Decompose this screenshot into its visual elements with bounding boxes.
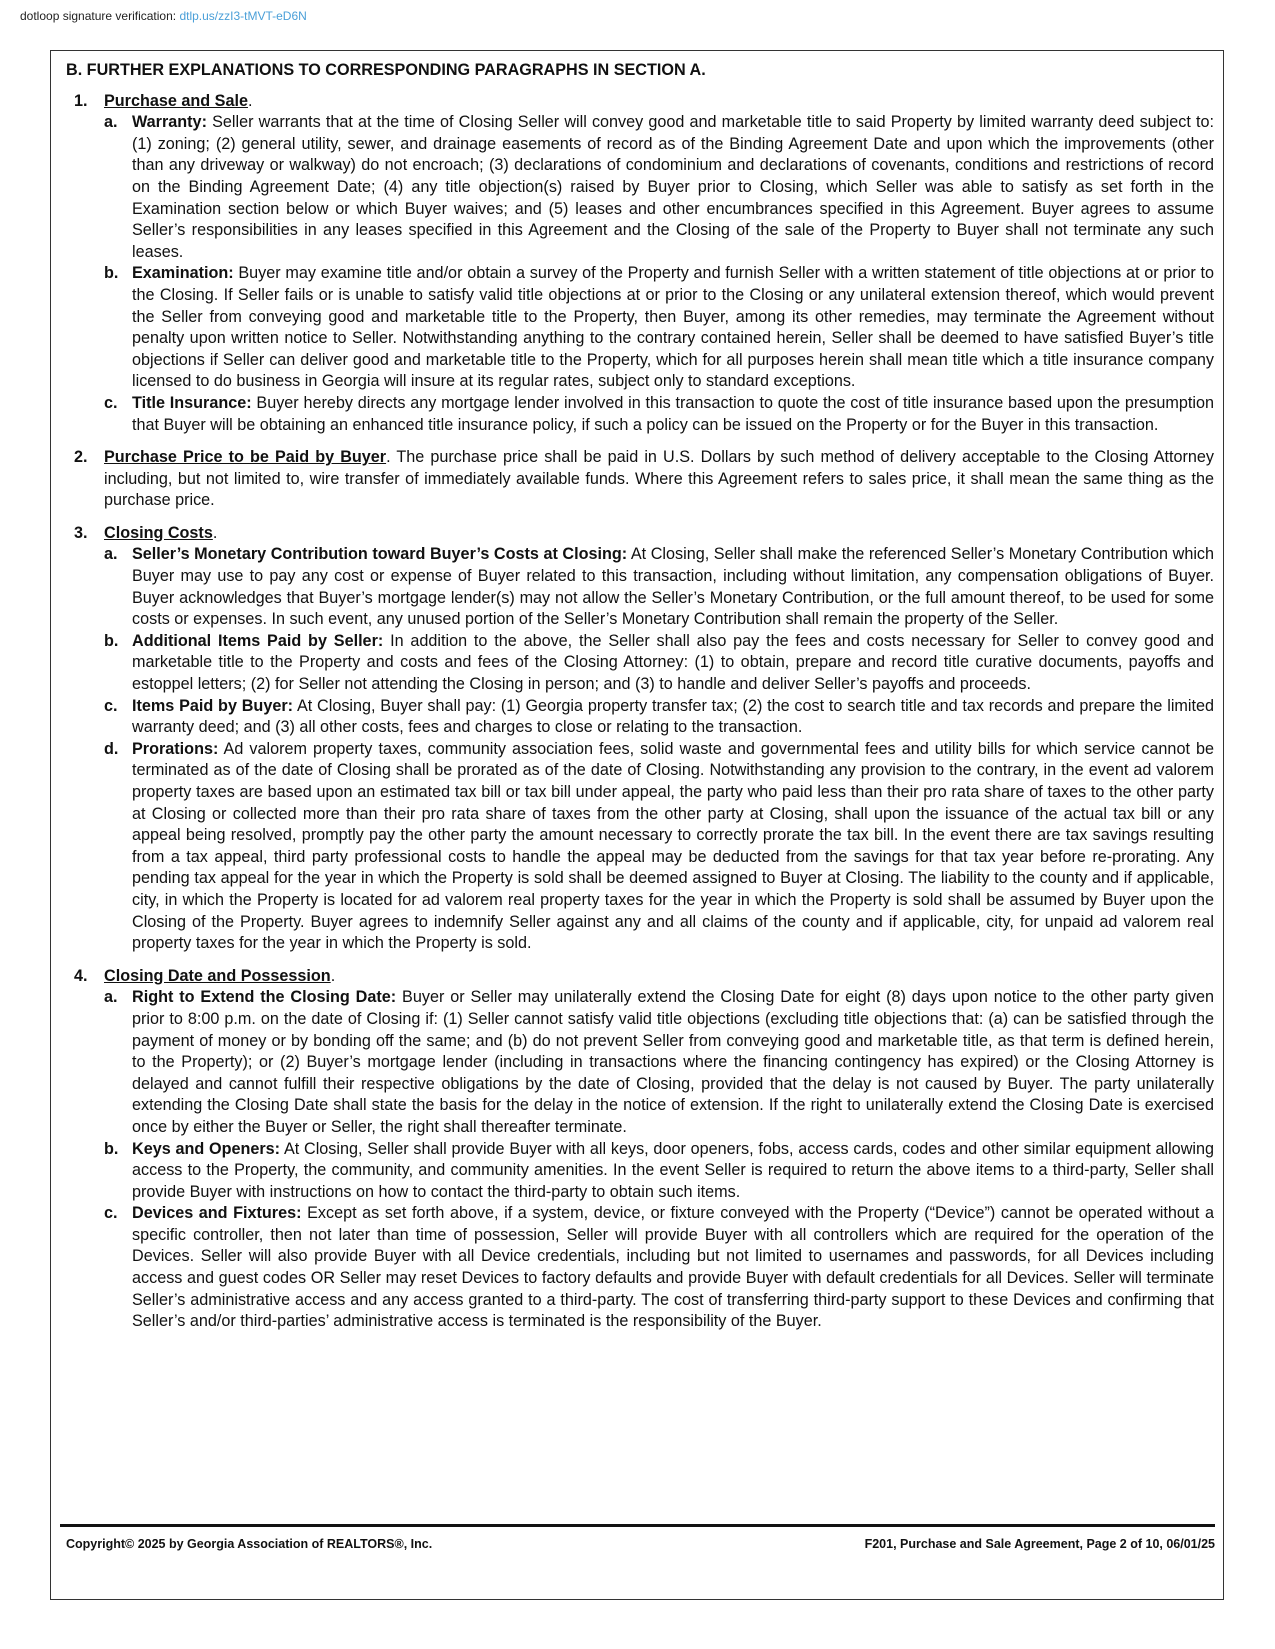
subparagraph-keys-and-openers [104, 1139, 1214, 1204]
subparagraph-devices-and-fixtures [104, 1203, 1214, 1333]
paragraph-number: 1. [74, 91, 88, 110]
paragraph-text: . The purchase price shall be paid in U.S. Dollars by such method of delivery acceptable to the Closing Attorney including, but not limited to, wire transfer of immediately available funds. Where this Agreement refers to sales price, it shall mean the same thing as the purchase price. [104, 448, 1214, 510]
subparagraph-letter: b. [104, 264, 119, 283]
paragraph-1-purchase-and-sale [66, 91, 1214, 437]
subparagraph-letter: d. [104, 739, 119, 758]
subparagraph-letter: c. [104, 1204, 118, 1223]
footer-copyright: Copyright© 2025 by Georgia Association of REALTORS®, Inc. [66, 1537, 433, 1551]
paragraph-number: 4. [74, 966, 88, 985]
subparagraph-items-paid-by-buyer [104, 696, 1214, 739]
subparagraph-label: Warranty: [132, 113, 207, 132]
paragraph-title: Closing Date and Possession [104, 966, 331, 985]
subparagraph-text: Seller warrants that at the time of Closing Seller will convey good and marketable title to said Property by limited warranty deed subject to: (1) zoning; (2) general utility, sewer, and drainage easements of record as of the Binding Agreement Date and upon which the improvements (other than any driveway or walkway) do not encroach; (3) declarations of condominium and declarations of covenants, conditions and restrictions of record on the Binding Agreement Date; (4) any title objection(s) raised by Buyer prior to Closing, which Seller was able to satisfy as set forth in the Examination section below or which Buyer waives; and (5) leases and other encumbrances specified in this Agreement. Buyer agrees to assume Seller’s responsibilities in any leases specified in this Agreement and the Closing of the sale of the Property to Buyer shall not terminate any such leases. [132, 113, 1214, 261]
paragraph-title: Purchase and Sale [104, 91, 248, 110]
paragraph-4-closing-date-possession [66, 966, 1214, 1333]
verification-link[interactable]: dtlp.us/zzI3-tMVT-eD6N [179, 9, 307, 23]
subparagraph-letter: b. [104, 1139, 119, 1158]
subparagraph-text: Except as set forth above, if a system, device, or fixture conveyed with the Property (“Device”) cannot be operated without a specific controller, then not later than time of possession, Seller will provide Buyer with all controllers which are required for the operation of the Devices. Seller will also provide Buyer with all Device credentials, including but not limited to usernames and passwords, for all Devices including access and guest codes OR Seller may reset Devices to factory defaults and provide Buyer with default credentials for all Devices. Seller will terminate Seller’s administrative access and any access granted to a third-party. The cost of transferring third-party support to these Devices and confirming that Seller’s and/or third-parties’ administrative access is terminated is the responsibility of the Buyer. [132, 1204, 1214, 1331]
paragraph-title: Closing Costs [104, 523, 213, 542]
paragraph-number: 2. [74, 448, 88, 467]
document-body [66, 60, 1214, 1333]
subparagraph-text: At Closing, Buyer shall pay: (1) Georgia property transfer tax; (2) the cost to search title and tax records and prepare the limited warranty deed; and (3) all other costs, fees and charges to close or relating to the transaction. [132, 696, 1214, 737]
subparagraph-additional-items-seller [104, 631, 1214, 696]
subparagraph-prorations [104, 739, 1214, 955]
subparagraph-label: Seller’s Monetary Contribution toward Buyer’s Costs at Closing: [132, 545, 628, 564]
footer-form-info: F201, Purchase and Sale Agreement, Page 2 of 10, 06/01/25 [864, 1537, 1215, 1551]
footer-divider [60, 1524, 1215, 1527]
subparagraph-label: Prorations: [132, 739, 219, 758]
subparagraph-label: Additional Items Paid by Seller: [132, 631, 384, 650]
subparagraph-text: At Closing, Seller shall provide Buyer with all keys, door openers, fobs, access cards, codes and other similar equipment allowing access to the Property, the community, and community amenities. In the event Seller is required to return the above items to a third-party, Seller shall provide Buyer with instructions on how to contact the third-party to obtain such items. [132, 1139, 1214, 1201]
subparagraph-right-to-extend [104, 987, 1214, 1138]
document-page [50, 50, 1224, 1600]
subparagraph-label: Examination: [132, 264, 234, 283]
signature-verification [20, 8, 307, 24]
subparagraph-label: Right to Extend the Closing Date: [132, 988, 397, 1007]
paragraph-title-period: . [247, 91, 253, 110]
subparagraph-seller-monetary-contribution [104, 544, 1214, 630]
subparagraph-letter: c. [104, 393, 118, 412]
subparagraph-text: Ad valorem property taxes, community association fees, solid waste and governmental fees and utility bills for which service cannot be terminated as of the date of Closing shall be prorated as of the date of Closing. Notwithstanding any provision to the contrary, in the event ad valorem property taxes are based upon an estimated tax bill or tax bill under appeal, the party who paid less than their pro rata share of taxes to the other party at Closing or collected more than their pro rata share of taxes from the other party at Closing, shall upon the issuance of the actual tax bill or any appeal being resolved, promptly pay the other party the amount necessary to correctly prorate the tax bill. In the event there are tax savings resulting from a tax appeal, third party professional costs to handle the appeal may be deducted from the savings for that tax year before re-prorating. Any pending tax appeal for the year in which the Property is sold shall be deemed assigned to Buyer at Closing. The liability to the county and if applicable, city, in which the Property is located for ad valorem real property taxes for the year in which the Property is sold shall be assumed by Buyer upon the Closing of the Property. Buyer agrees to indemnify Seller against any and all claims of the county and if applicable, city, for unpaid ad valorem real property taxes for the year in which the Property is sold. [132, 739, 1214, 953]
paragraph-2-purchase-price [66, 447, 1214, 512]
subparagraph-label: Title Insurance: [132, 393, 252, 412]
subparagraph-letter: a. [104, 113, 118, 132]
subparagraph-letter: a. [104, 988, 118, 1007]
subparagraph-text: In addition to the above, the Seller shall also pay the fees and costs necessary for Seller to convey good and marketable title to the Property and costs and fees of the Closing Attorney: (1) to obtain, prepare and record title curative documents, payoffs and estoppel letters; (2) for Seller not attending the Closing in person; and (3) to handle and deliver Seller’s payoffs and proceeds. [132, 631, 1215, 694]
subparagraph-label: Items Paid by Buyer: [132, 696, 294, 715]
paragraph-3-closing-costs [66, 523, 1214, 955]
section-b-heading: B. FURTHER EXPLANATIONS TO CORRESPONDING PARAGRAPHS IN SECTION A. [66, 61, 706, 79]
subparagraph-text: At Closing, Seller shall make the referenced Seller’s Monetary Contribution which Buyer may use to pay any cost or expense of Buyer related to this transaction, including without limitation, any compensation obligations of Buyer. Buyer acknowledges that Buyer’s mortgage lender(s) may not allow the Seller’s Monetary Contribution, or the full amount thereof, to be used for some costs or expenses. In such event, any unused portion of the Seller’s Monetary Contribution shall remain the property of the Seller. [132, 545, 1215, 629]
paragraph-title-period: . [212, 523, 218, 542]
subparagraph-text: Buyer or Seller may unilaterally extend the Closing Date for eight (8) days upon notice to the other party given prior to 8:00 p.m. on the date of Closing if: (1) Seller cannot satisfy valid title objections (excluding title objections that: (a) can be satisfied through the payment of money or by bonding off the same; and (b) do not prevent Seller from conveying good and marketable title, as that term is defined herein, to the Property); or (2) Buyer’s mortgage lender (including in transactions where the financing contingency has expired) or the Closing Attorney is delayed and cannot fulfill their respective obligations by the date of Closing, provided that the delay is not caused by Buyer. The party unilaterally extending the Closing Date shall state the basis for the delay in the notice of extension. If the right to unilaterally extend the Closing Date is exercised once by either the Buyer or Seller, the right shall thereafter terminate. [132, 988, 1214, 1136]
subparagraph-title-insurance [104, 393, 1214, 436]
subparagraph-label: Keys and Openers: [132, 1139, 281, 1158]
subparagraph-letter: b. [104, 631, 119, 650]
subparagraph-text: Buyer hereby directs any mortgage lender involved in this transaction to quote the cost of title insurance based upon the presumption that Buyer will be obtaining an enhanced title insurance policy, if such a policy can be issued on the Property or for the Buyer in this transaction. [132, 393, 1215, 434]
subparagraph-letter: c. [104, 696, 118, 715]
paragraph-title: Purchase Price to be Paid by Buyer [104, 448, 387, 467]
verification-label: dotloop signature verification: [20, 9, 177, 23]
subparagraph-warranty [104, 112, 1214, 263]
paragraph-number: 3. [74, 523, 88, 542]
subparagraph-examination [104, 263, 1214, 393]
subparagraph-letter: a. [104, 545, 118, 564]
subparagraph-label: Devices and Fixtures: [132, 1204, 302, 1223]
subparagraph-text: Buyer may examine title and/or obtain a survey of the Property and furnish Seller with a written statement of title objections at or prior to the Closing. If Seller fails or is unable to satisfy valid title objections at or prior to the Closing or any unilateral extension thereof, which would prevent the Seller from conveying good and marketable title to the Property, then Buyer, among its other remedies, may terminate the Agreement without penalty upon written notice to Seller. Notwithstanding anything to the contrary contained herein, Seller shall be deemed to have satisfied Buyer’s title objections if Seller can deliver good and marketable title to the Property, which for all purposes herein shall mean title which a title insurance company licensed to do business in Georgia will insure at its regular rates, subject only to standard exceptions. [132, 264, 1214, 391]
paragraph-title-period: . [330, 966, 336, 985]
